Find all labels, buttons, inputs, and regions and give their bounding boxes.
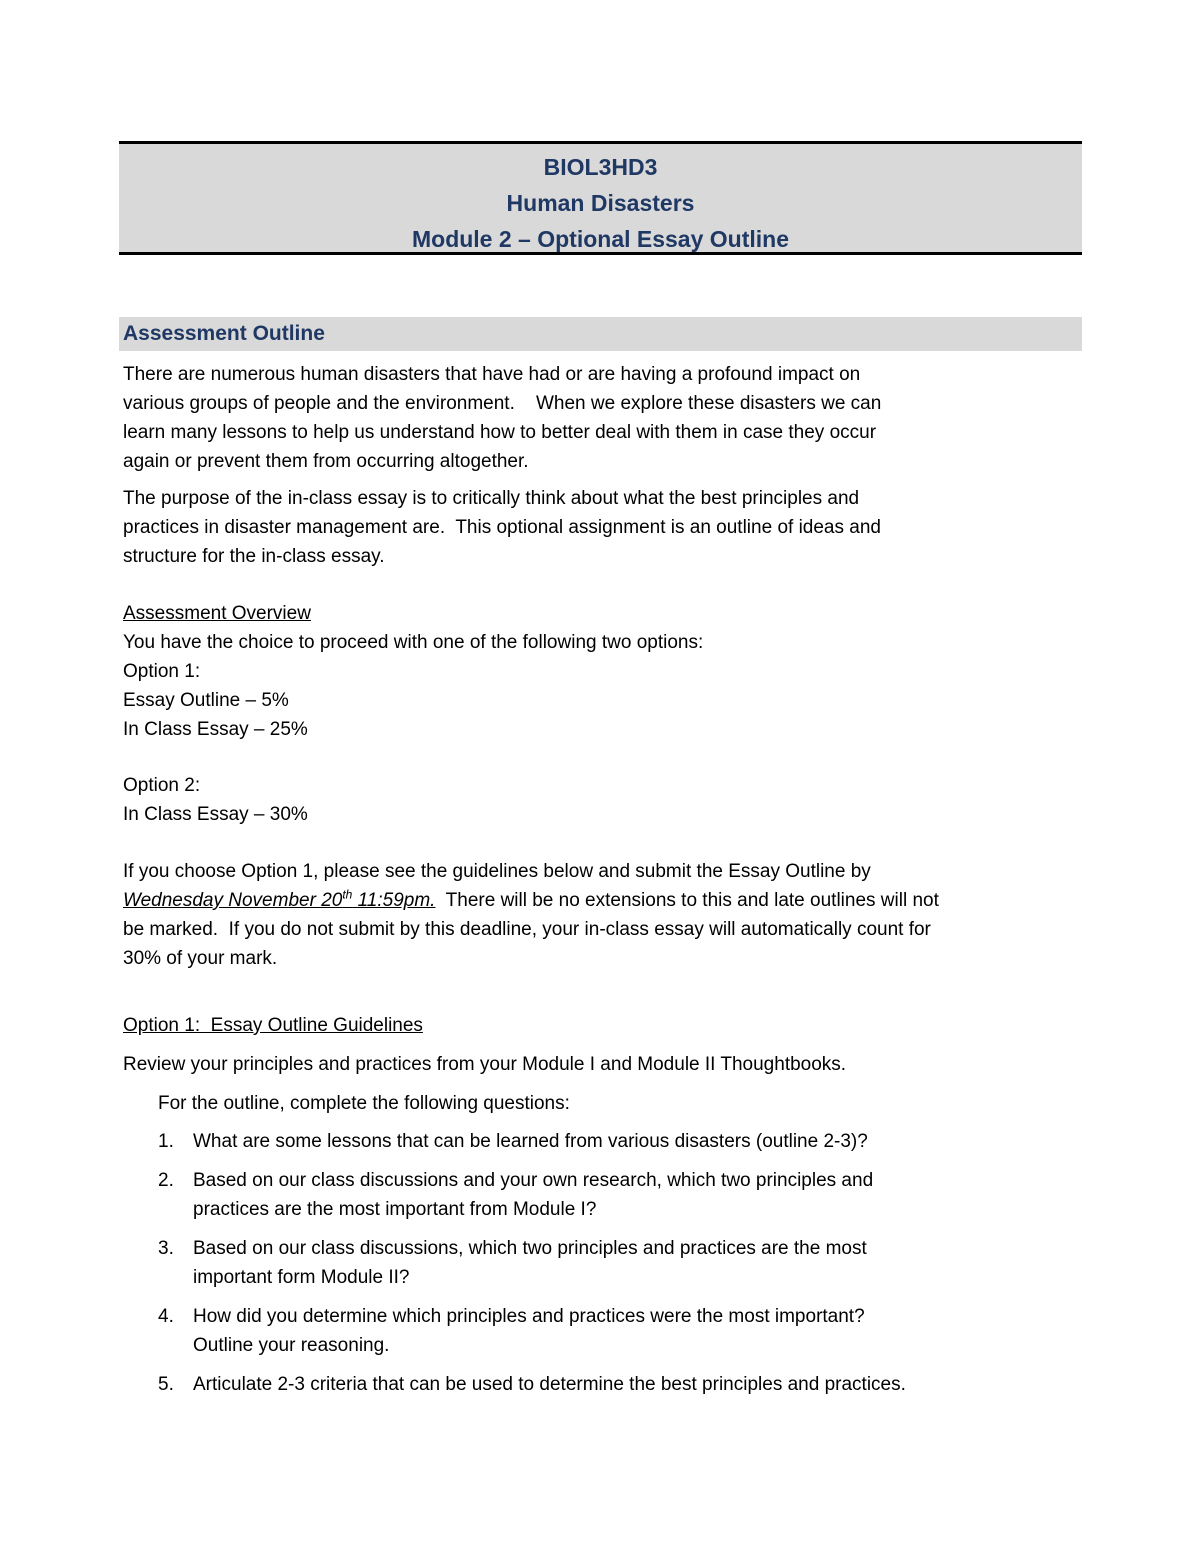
deadline-date-time: 11:59pm. xyxy=(352,890,436,911)
option-1-item: Essay Outline – 5% xyxy=(123,690,289,711)
list-item xyxy=(158,1302,1058,1360)
paragraph-line: practices in disaster management are. This optional assignment is an outline of ideas and xyxy=(123,517,881,538)
question-text: What are some lessons that can be learned from various disasters (outline 2-3)? xyxy=(193,1131,868,1152)
assessment-overview xyxy=(123,599,1063,829)
guidelines-review: Review your principles and practices from your Module I and Module II Thoughtbooks. xyxy=(123,1054,847,1075)
overview-intro: You have the choice to proceed with one of the following two options: xyxy=(123,632,704,653)
option-2-label: Option 2: xyxy=(123,775,201,796)
paragraph-line: structure for the in-class essay. xyxy=(123,546,385,567)
list-number: 4. xyxy=(158,1306,174,1327)
paragraph-line: The purpose of the in-class essay is to critically think about what the best principles and xyxy=(123,488,860,509)
section-heading-assessment-outline: Assessment Outline xyxy=(119,317,1082,351)
deadline-date xyxy=(123,887,436,911)
deadline-line: 30% of your mark. xyxy=(123,948,278,969)
list-number: 5. xyxy=(158,1374,174,1395)
overview-heading: Assessment Overview xyxy=(123,603,311,624)
module-title: Module 2 – Optional Essay Outline xyxy=(411,226,790,252)
guidelines-intro: For the outline, complete the following questions: xyxy=(158,1093,570,1114)
list-item xyxy=(158,1234,1058,1292)
list-number: 2. xyxy=(158,1170,174,1191)
question-text: How did you determine which principles and practices were the most important? xyxy=(193,1306,865,1327)
option-2-item: In Class Essay – 30% xyxy=(123,804,308,825)
list-item xyxy=(158,1127,1058,1156)
title-banner xyxy=(119,141,1082,255)
list-item xyxy=(158,1370,1058,1399)
deadline-line: If you choose Option 1, please see the guidelines below and submit the Essay Outline by xyxy=(123,861,871,882)
deadline-date-suffix: th xyxy=(342,887,353,902)
paragraph-line: again or prevent them from occurring altogether. xyxy=(123,451,529,472)
guidelines-section xyxy=(123,1011,1063,1079)
deadline-line-rest: There will be no extensions to this and late outlines will not xyxy=(435,890,939,911)
deadline-date-text: Wednesday November 20 xyxy=(123,890,343,911)
list-item xyxy=(158,1166,1058,1224)
deadline-paragraph xyxy=(123,857,1063,973)
question-text: Outline your reasoning. xyxy=(193,1335,390,1356)
guidelines-heading: Option 1: Essay Outline Guidelines xyxy=(123,1015,423,1036)
option-1-label: Option 1: xyxy=(123,661,201,682)
paragraph-line: various groups of people and the environment. When we explore these disasters we can xyxy=(123,393,882,414)
question-text: important form Module II? xyxy=(193,1267,410,1288)
deadline-line: be marked. If you do not submit by this deadline, your in-class essay will automatically count for xyxy=(123,919,931,940)
course-name: Human Disasters xyxy=(506,190,695,216)
question-list xyxy=(158,1127,1058,1409)
purpose-paragraph xyxy=(123,484,1063,571)
list-number: 3. xyxy=(158,1238,174,1259)
option-1-item: In Class Essay – 25% xyxy=(123,719,308,740)
paragraph-line: learn many lessons to help us understand how to better deal with them in case they occur xyxy=(123,422,877,443)
paragraph-line: There are numerous human disasters that have had or are having a profound impact on xyxy=(123,364,861,385)
question-text: Based on our class discussions and your own research, which two principles and xyxy=(193,1170,874,1191)
question-text: practices are the most important from Module I? xyxy=(193,1199,597,1220)
question-text: Articulate 2-3 criteria that can be used to determine the best principles and practices. xyxy=(193,1374,906,1395)
intro-paragraph xyxy=(123,360,1063,476)
list-number: 1. xyxy=(158,1131,174,1152)
question-text: Based on our class discussions, which two principles and practices are the most xyxy=(193,1238,867,1259)
deadline-line xyxy=(123,886,1063,915)
course-code: BIOL3HD3 xyxy=(543,154,658,180)
spacer xyxy=(123,744,1063,771)
